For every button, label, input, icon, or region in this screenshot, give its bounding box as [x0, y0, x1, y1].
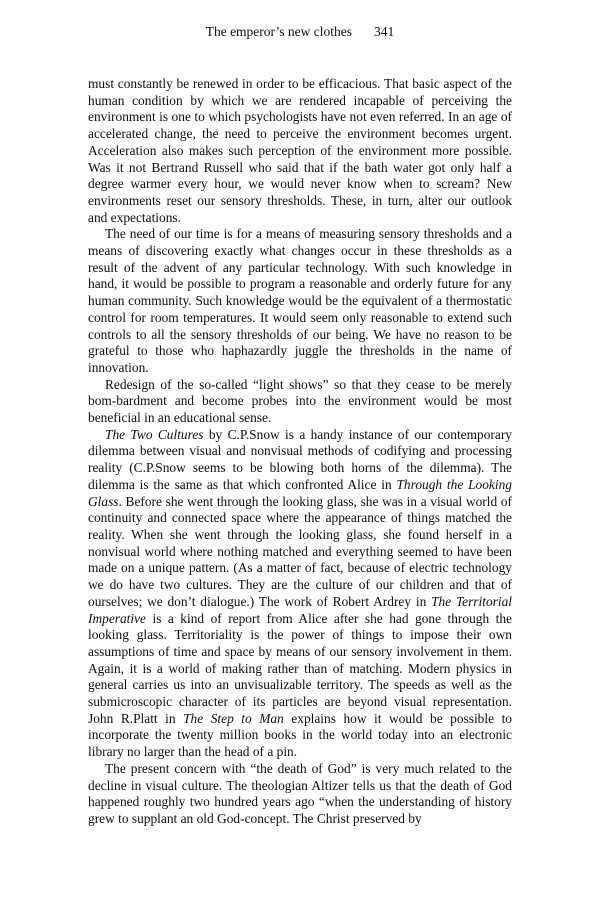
- text-run: is a kind of report from Alice after she had gone through the looking glass. Territoriality is the power of things to impose their own assumptions of time and space by means of our sensory involvement in them. Again, it is a world of making rather than of matching. Modern physics in general carries us into an unvisualizable territory. The speeds as well as the submicroscopic character of its particles are beyond visual representation. John R.Platt in: [88, 610, 512, 726]
- book-title-italic: The Territorial Imperative: [88, 593, 513, 626]
- paragraph: [88, 427, 512, 761]
- running-head: [88, 23, 512, 40]
- book-title-italic: The Step to Man: [183, 710, 284, 726]
- paragraph: [88, 761, 512, 828]
- text-run: The need of our time is for a means of measuring sensory thresholds and a means of discovering exactly what changes occur in these thresholds as a result of the advent of any particular technology. With such knowledge in hand, it would be possible to program a reasonable and orderly future for any human community. Such knowledge would be the equivalent of a thermostatic control for room temperatures. It would seem only reasonable to extend such controls to all the sensory thresholds of our being. We have no reason to be grateful to those who haphazardly juggle the thresholds in the name of innovation.: [88, 226, 512, 375]
- text-run: . Before she went through the looking glass, she was in a visual world of continuity and connected space where the appearance of things matched the reality. When she went through the looking glass, she found herself in a nonvisual world where nothing matched and everything seemed to have been made on a unique pattern. (As a matter of fact, because of electric technology we do have two cultures. They are the culture of our children and that of ourselves; we don’t dialogue.) The work of Robert Ardrey in: [88, 493, 512, 609]
- text-run: must constantly be renewed in order to be efficacious. That basic aspect of the human condition by which we are rendered incapable of perceiving the environment is one to which psychologists have not even referred. In an age of accelerated change, the need to perceive the environment becomes urgent. Acceleration also makes such perception of the environment more possible. Was it not Bertrand Russell who said that if the bath water got only half a degree warmer every hour, we would never know when to scream? New environments reset our sensory thresholds. These, in turn, alter our outlook and expectations.: [88, 76, 512, 225]
- text-run: by C.P.Snow is a handy instance of our contemporary dilemma between visual and nonvisual methods of codifying and processing reality (C.P.Snow seems to be blowing both horns of the dilemma). The dilemma is the same as that which confronted Alice in: [88, 426, 512, 492]
- paragraph: [88, 377, 512, 427]
- page-number: 341: [374, 24, 395, 39]
- paragraph: [88, 226, 512, 376]
- text-run: The present concern with “the death of God” is very much related to the decline in visual culture. The theologian Altizer tells us that the death of God happened roughly two hundred years ago “when the understanding of history grew to supplant an old God-concept. The Christ preserved by: [88, 760, 512, 826]
- text-run: explains how it would be possible to incorporate the twenty million books in the world today into an electronic library no larger than the head of a pin.: [88, 710, 512, 760]
- page-body: [88, 76, 512, 828]
- book-title-italic: The Two Cultures: [105, 426, 204, 442]
- chapter-title: The emperor’s new clothes: [205, 24, 353, 39]
- paragraph: [88, 76, 512, 226]
- book-title-italic: Through the Looking Glass: [88, 476, 512, 509]
- text-run: Redesign of the so-called “light shows” so that they cease to be merely bom-bardment and become probes into the environment would be most beneficial in an educational sense.: [88, 376, 512, 426]
